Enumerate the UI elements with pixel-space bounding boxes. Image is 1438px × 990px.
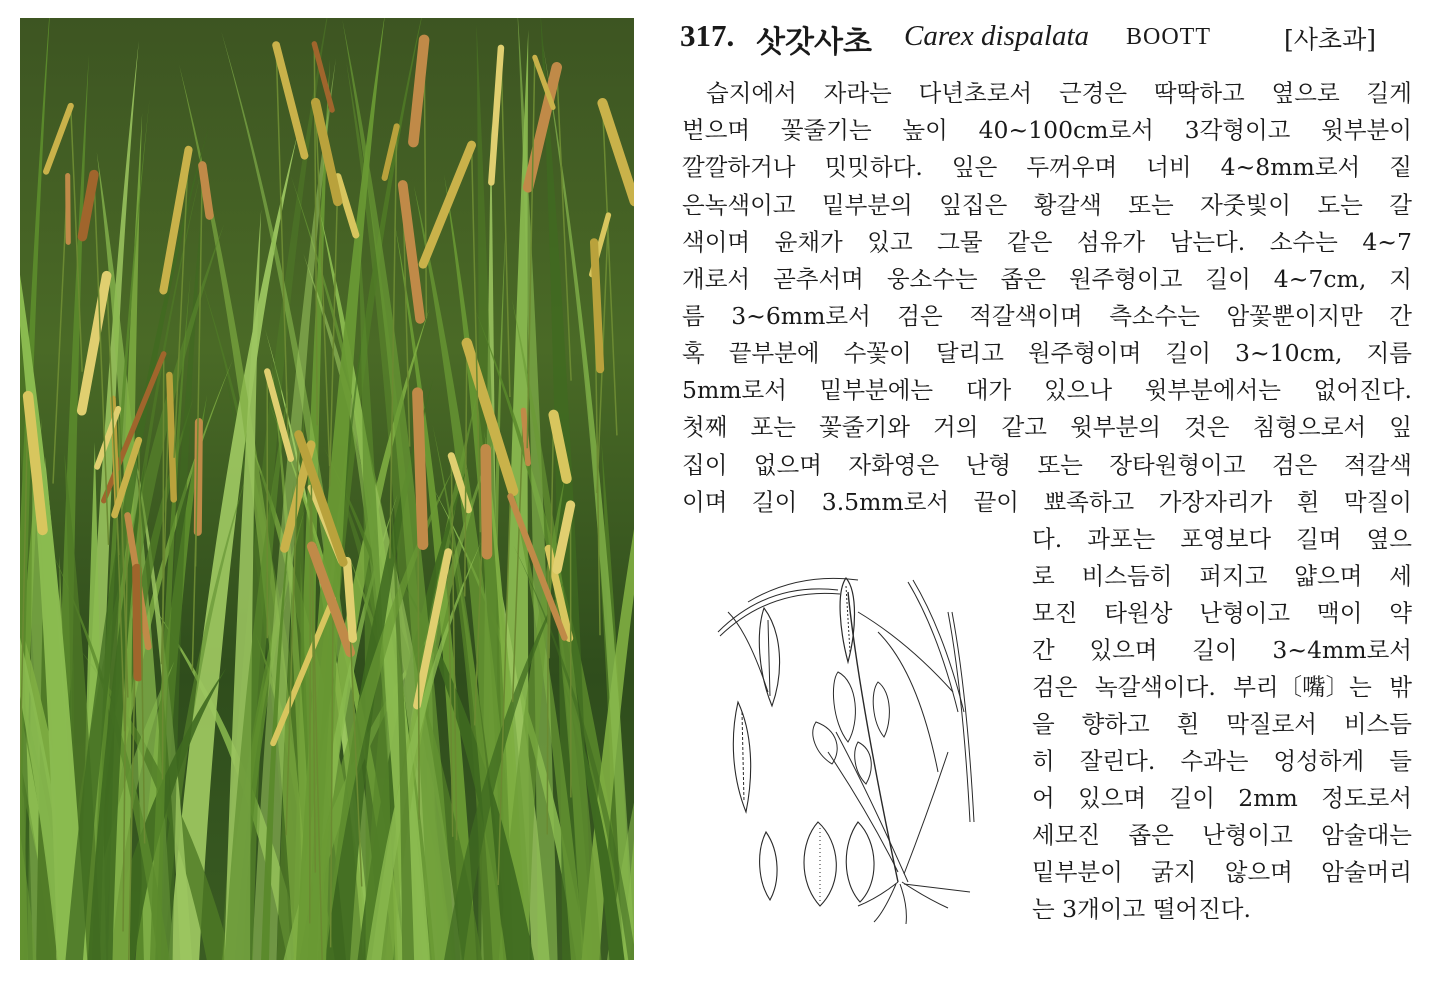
text-line: 은녹색이고 밑부분의 잎집은 황갈색 또는 자줏빛이 도는 갈 [682, 191, 1412, 219]
text-line: 첫째 포는 꽃줄기와 거의 같고 윗부분의 것은 침형으로서 잎 [682, 413, 1412, 441]
entry-number: 317. [680, 18, 735, 53]
text-line: 로 비스듬히 퍼지고 얇으며 세 [1032, 562, 1412, 590]
text-line: 습지에서 자라는 다년초로서 근경은 딱딱하고 옆으로 길게 [706, 79, 1412, 107]
sedge-drawing [708, 572, 988, 928]
scientific-name: Carex dispalata [904, 20, 1090, 52]
entry-header [680, 14, 1400, 60]
text-line: 히 잘린다. 수과는 엉성하게 들 [1032, 747, 1412, 775]
text-line: 개로서 곧추서며 웅소수는 좁은 원주형이고 길이 4~7cm, 지 [682, 265, 1412, 293]
text-line: 5mm로서 밑부분에는 대가 있으나 윗부분에서는 없어진다. [682, 376, 1412, 404]
family-name: [사초과] [1284, 25, 1376, 54]
author-name: BOOTT [1126, 24, 1211, 50]
text-line: 어 있으며 길이 2mm 정도로서 [1032, 784, 1412, 812]
text-line: 모진 타원상 난형이고 맥이 약 [1032, 599, 1412, 627]
plant-photo [20, 18, 634, 960]
text-line: 집이 없으며 자화영은 난형 또는 장타원형이고 검은 적갈색 [682, 451, 1412, 479]
text-line: 간 있으며 길이 3~4mm로서 [1032, 636, 1412, 664]
text-line: 검은 녹갈색이다. 부리〔嘴〕는 밖 [1032, 673, 1412, 701]
text-line: 밑부분이 굵지 않으며 암술머리 [1032, 858, 1412, 886]
text-line: 벋으며 꽃줄기는 높이 40~100cm로서 3각형이고 윗부분이 [682, 116, 1412, 144]
text-line: 다. 과포는 포영보다 길며 옆으 [1032, 525, 1412, 553]
botanical-illustration [708, 572, 988, 928]
text-line: 름 3~6mm로서 검은 적갈색이며 측소수는 암꽃뿐이지만 간 [682, 302, 1412, 330]
text-line: 는 3개이고 떨어진다. [1032, 895, 1251, 923]
text-line: 색이며 윤채가 있고 그물 같은 섬유가 남는다. 소수는 4~7 [682, 228, 1412, 256]
text-line: 깔깔하거나 밋밋하다. 잎은 두꺼우며 너비 4~8mm로서 짙 [682, 153, 1412, 181]
text-line: 세모진 좁은 난형이고 암술대는 [1032, 821, 1412, 849]
text-line: 이며 길이 3.5mm로서 끝이 뾰족하고 가장자리가 흰 막질이 [682, 488, 1412, 516]
sedge-photo-graphic [20, 18, 634, 960]
text-line: 혹 끝부분에 수꽃이 달리고 원주형이며 길이 3~10cm, 지름 [682, 339, 1412, 367]
text-line: 을 향하고 흰 막질로서 비스듬 [1032, 710, 1412, 738]
korean-name: 삿갓사초 [756, 25, 872, 60]
